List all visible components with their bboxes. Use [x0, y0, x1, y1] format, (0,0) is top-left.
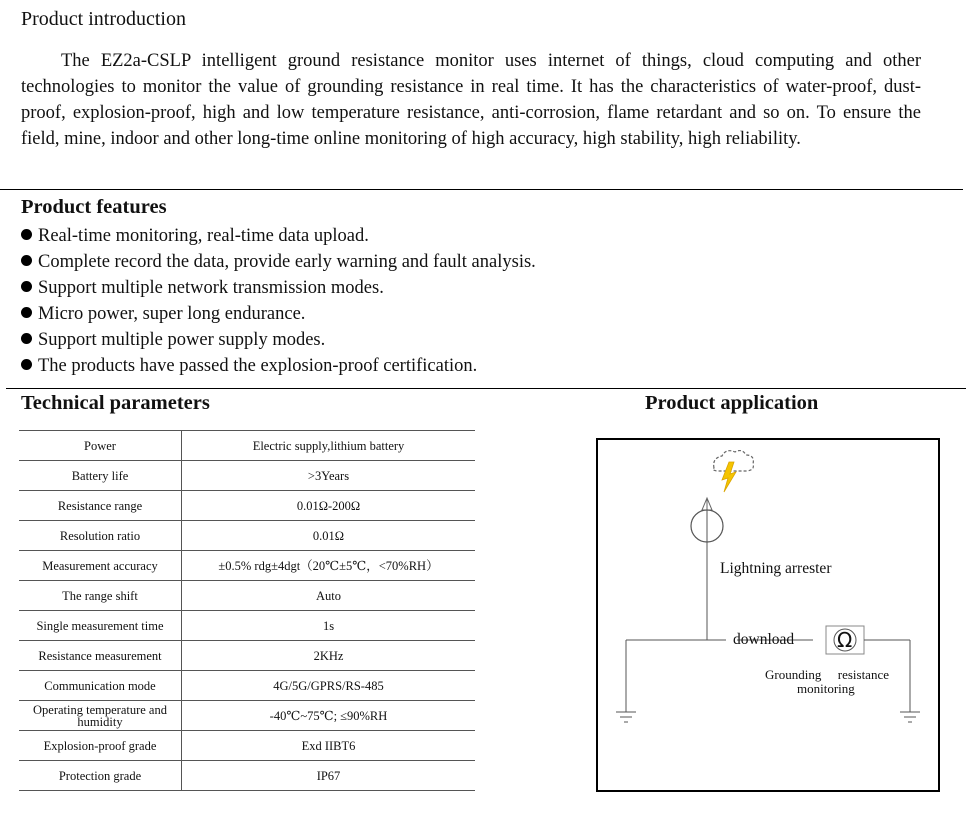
ohm-symbol: Ω [837, 628, 853, 652]
table-row [19, 641, 475, 671]
lightning-arrester-icon [691, 498, 723, 640]
feature-item: Support multiple power supply modes. [21, 327, 536, 353]
download-label: download [733, 631, 795, 648]
feature-item: Support multiple network transmission modes. [21, 275, 536, 301]
table-row [19, 581, 475, 611]
features-heading: Product features [21, 196, 167, 218]
param-name: Resistance range [19, 491, 182, 521]
bullet-icon [21, 229, 32, 240]
ground-icon [900, 712, 920, 722]
feature-item: Real-time monitoring, real-time data upload. [21, 223, 536, 249]
param-name: Resolution ratio [19, 521, 182, 551]
param-value: 4G/5G/GPRS/RS-485 [182, 671, 476, 701]
param-name: The range shift [19, 581, 182, 611]
table-row [19, 461, 475, 491]
param-value: >3Years [182, 461, 476, 491]
table-row [19, 431, 475, 461]
section-divider [6, 388, 966, 389]
table-row [19, 491, 475, 521]
param-value: Electric supply,lithium battery [182, 431, 476, 461]
intro-paragraph: The EZ2a-CSLP intelligent ground resistance monitor uses internet of things, cloud computing and other technologies to monitor the value of grounding resistance in real time. It has the characteristics of water-proof, dust-proof, explosion-proof, high and low temperature resistance, anti-corrosion, flame retardant and so on. To ensure the field, mine, indoor and other long-time online monitoring of high accuracy, high stability, high reliability. [21, 51, 921, 149]
param-name: Operating temperature and humidity [19, 701, 182, 731]
table-row [19, 611, 475, 641]
param-name: Single measurement time [19, 611, 182, 641]
param-name: Power [19, 431, 182, 461]
intro-heading: Product introduction [21, 8, 186, 30]
param-name: Protection grade [19, 761, 182, 791]
param-value: Exd IIBT6 [182, 731, 476, 761]
bullet-icon [21, 307, 32, 318]
param-name: Communication mode [19, 671, 182, 701]
application-diagram [596, 438, 940, 792]
param-name: Explosion-proof grade [19, 731, 182, 761]
ground-icon [616, 712, 636, 722]
param-value: ±0.5% rdg±4dgt（20℃±5℃，<70%RH） [182, 551, 476, 581]
table-row [19, 551, 475, 581]
lightning-cloud-icon [713, 451, 753, 492]
feature-item: Complete record the data, provide early warning and fault analysis. [21, 249, 536, 275]
table-row [19, 761, 475, 791]
parameters-table [19, 430, 475, 791]
technical-heading: Technical parameters [21, 392, 210, 414]
table-row [19, 701, 475, 731]
param-value: 0.01Ω-200Ω [182, 491, 476, 521]
lightning-arrester-label: Lightning arrester [720, 560, 832, 577]
param-value: 1s [182, 611, 476, 641]
section-divider [0, 189, 963, 190]
param-name: Resistance measurement [19, 641, 182, 671]
param-value: IP67 [182, 761, 476, 791]
param-name: Measurement accuracy [19, 551, 182, 581]
bullet-icon [21, 359, 32, 370]
table-row [19, 671, 475, 701]
param-value: 0.01Ω [182, 521, 476, 551]
table-row [19, 731, 475, 761]
bullet-icon [21, 333, 32, 344]
bullet-icon [21, 255, 32, 266]
grounding-resistance-label: Grounding resistance monitoring [765, 667, 889, 696]
param-value: Auto [182, 581, 476, 611]
application-heading: Product application [645, 392, 819, 414]
feature-item: Micro power, super long endurance. [21, 301, 536, 327]
param-name: Battery life [19, 461, 182, 491]
feature-item: The products have passed the explosion-proof certification. [21, 353, 536, 379]
bullet-icon [21, 281, 32, 292]
diagram-drawing [598, 440, 938, 790]
param-value: 2KHz [182, 641, 476, 671]
features-list [21, 223, 536, 379]
param-value: -40℃~75℃; ≤90%RH [182, 701, 476, 731]
table-row [19, 521, 475, 551]
